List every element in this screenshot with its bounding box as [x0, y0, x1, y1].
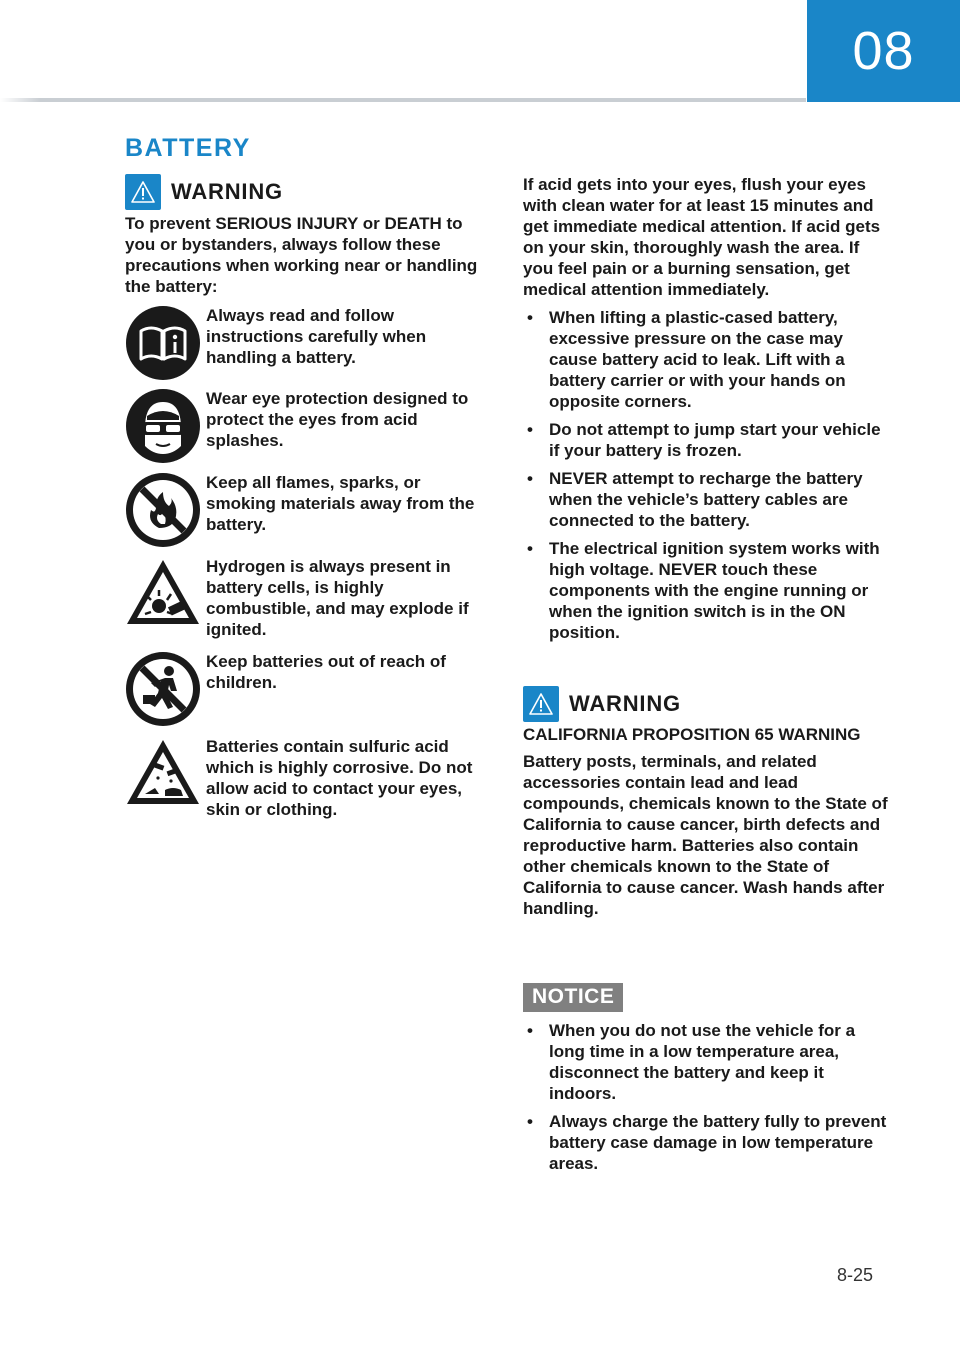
list-item: • Do not attempt to jump start your vehicle if your battery is frozen.	[523, 419, 888, 461]
prop65-text: Battery posts, terminals, and related accessories contain lead and lead compounds, chemicals known to the State of California to cause cancer, birth defects and reproductive harm. Batteries also contain other chemicals known to the State of California to cause cancer. Wash hands after handling.	[523, 752, 888, 918]
list-item: • When lifting a plastic-cased battery, excessive pressure on the case may cause battery acid to leak. Lift with a battery carrier or with your hands on opposite corners.	[523, 307, 888, 412]
page-number: 8-25	[837, 1265, 874, 1285]
hazard-item	[125, 736, 487, 820]
hazard-text: Hydrogen is always present in battery cells, is highly combustible, and may explode if ignited.	[206, 557, 469, 639]
hazard-item	[125, 472, 487, 548]
notice-list	[523, 1020, 888, 1174]
battery-handling-list	[523, 307, 888, 643]
list-item: • NEVER attempt to recharge the battery when the vehicle’s battery cables are connected to the battery.	[523, 468, 888, 531]
hazard-item	[125, 305, 487, 381]
warning-intro-text: To prevent SERIOUS INJURY or DEATH to you or bystanders, always follow these precautions when working near or handling the battery:	[125, 214, 478, 296]
chapter-tab	[807, 0, 960, 102]
eye-protection-icon	[125, 388, 201, 464]
warning-label: WARNING	[569, 691, 681, 716]
explosion-hazard-icon	[125, 556, 201, 632]
warning-intro	[125, 213, 485, 297]
keep-away-children-icon	[125, 651, 201, 727]
manual-info-icon	[125, 305, 201, 381]
list-item: • Always charge the battery fully to prevent battery case damage in low temperature areas.	[523, 1111, 888, 1174]
warning-heading	[523, 686, 681, 722]
warning-icon	[523, 686, 559, 722]
warning-heading	[125, 174, 283, 210]
list-item: • The electrical ignition system works with high voltage. NEVER touch these components with the engine running or when the ignition switch is in the ON position.	[523, 538, 888, 643]
hazard-item	[125, 556, 487, 640]
no-flames-icon	[125, 472, 201, 548]
prop65-subtitle: CALIFORNIA PROPOSITION 65 WARNING	[523, 725, 861, 744]
hazard-item	[125, 388, 487, 464]
hazard-text: Batteries contain sulfuric acid which is highly corrosive. Do not allow acid to contact your eyes, skin or clothing.	[206, 737, 473, 819]
prop65-warning	[523, 724, 888, 919]
notice-badge: NOTICE	[523, 983, 623, 1012]
hazard-text: Always read and follow instructions carefully when handling a battery.	[206, 306, 427, 367]
hazard-text: Keep all flames, sparks, or smoking materials away from the battery.	[206, 473, 475, 534]
list-item: • When you do not use the vehicle for a long time in a low temperature area, disconnect the battery and keep it indoors.	[523, 1020, 888, 1104]
notice-content	[523, 1014, 888, 1181]
corrosive-acid-icon	[125, 736, 201, 812]
acid-text: If acid gets into your eyes, flush your eyes with clean water for at least 15 minutes and get immediate medical attention. If acid gets on your skin, thoroughly wash the area. If you feel pain or a burning sensation, get medical attention immediately.	[523, 175, 881, 299]
acid-instructions	[523, 174, 888, 650]
hazard-item	[125, 651, 487, 727]
chapter-number: 08	[852, 21, 915, 81]
section-title: BATTERY	[125, 134, 251, 162]
hazard-text: Wear eye protection designed to protect the eyes from acid splashes.	[206, 389, 469, 450]
warning-label: WARNING	[171, 179, 283, 204]
header-rule	[0, 98, 806, 102]
warning-icon	[125, 174, 161, 210]
hazard-text: Keep batteries out of reach of children.	[206, 652, 446, 692]
